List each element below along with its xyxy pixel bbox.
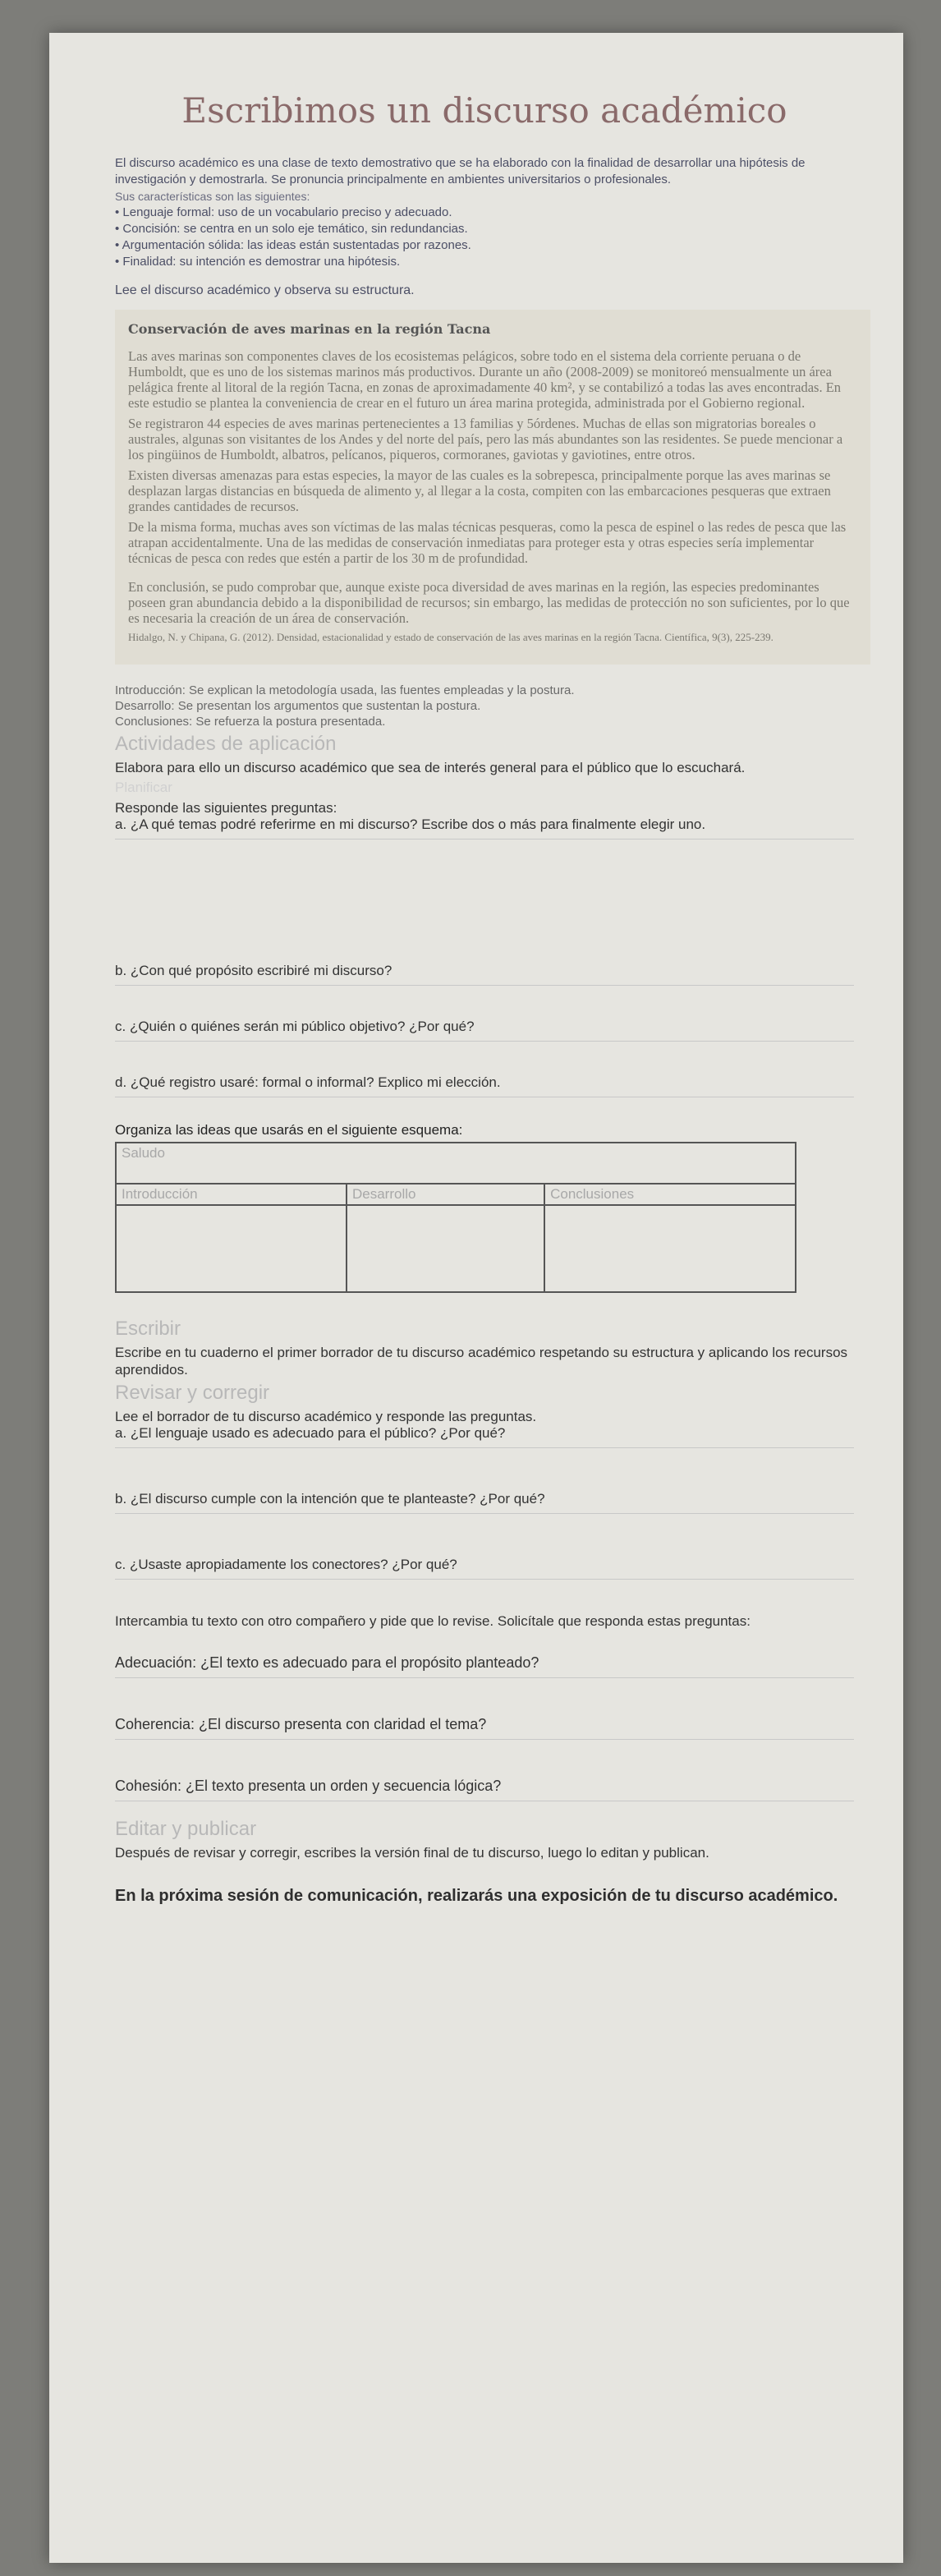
structure-intro: Introducción: Se explican la metodología usada, las fuentes empleadas y la postura. <box>115 683 575 697</box>
revise-question-a: a. ¿El lenguaje usado es adecuado para el público? ¿Por qué? <box>115 1425 506 1441</box>
answer-line[interactable] <box>115 1578 854 1580</box>
reading-paragraph: Se registraron 44 especies de aves marinas pertenecientes a 13 familias y 5órdenes. Muchas de ellas son migratorias boreales o australes, algunas son visitantes de los Andes y del norte del país, pero las más abundantes son las residentes. Se puede mencionar a los pingüinos de Humboldt, albatros, pelícanos, piqueros, cormoranes, gaviotas y gaviotines, entre otros. <box>128 416 843 462</box>
question-b: b. ¿Con qué propósito escribiré mi discurso? <box>115 963 392 978</box>
conclusions-header: Conclusiones <box>544 1184 796 1205</box>
peer-question-coherence: Coherencia: ¿El discurso presenta con claridad el tema? <box>115 1716 487 1732</box>
peer-question-adequacy: Adecuación: ¿El texto es adecuado para el propósito planteado? <box>115 1654 539 1671</box>
intro-section <box>115 155 854 298</box>
reading-paragraph: De la misma forma, muchas aves son víctimas de las malas técnicas pesqueras, como la pesca de espinel o las redes de pesca que las atrapan accidentalmente. Una de las medidas de conservación inmediatas para proteger esta y otras especies sería implementar técnicas de pesca con redes que estén a partir de los 30 m de profundidad. <box>128 519 847 566</box>
characteristics-list <box>115 205 854 270</box>
revise-text: Lee el borrador de tu discurso académico y responde las preguntas. <box>115 1409 537 1424</box>
introduction-cell[interactable] <box>116 1205 347 1292</box>
answer-line[interactable] <box>115 1040 854 1042</box>
answer-line[interactable] <box>115 1096 854 1097</box>
reading-citation: Hidalgo, N. y Chipana, G. (2012). Densidad, estacionalidad y estado de conservación de las aves marinas en la región Tacna. Científica, 9(3), 225-239. <box>128 631 773 643</box>
schema-label: Organiza las ideas que usarás en el siguiente esquema: <box>115 1122 463 1138</box>
question-c: c. ¿Quién o quiénes serán mi público objetivo? ¿Por qué? <box>115 1019 475 1034</box>
edit-text: Después de revisar y corregir, escribes la versión final de tu discurso, luego lo editan y publican. <box>115 1845 709 1861</box>
answer-prompt: Responde las siguientes preguntas: <box>115 800 337 816</box>
final-note: En la próxima sesión de comunicación, realizarás una exposición de tu discurso académico. <box>115 1887 838 1905</box>
worksheet-page <box>49 33 903 2563</box>
structure-development: Desarrollo: Se presentan los argumentos que sustentan la postura. <box>115 699 481 713</box>
reading-box <box>115 310 870 665</box>
characteristic-item: • Lenguaje formal: uso de un vocabulario preciso y adecuado. <box>115 205 854 221</box>
reading-instruction: Lee el discurso académico y observa su estructura. <box>115 283 415 297</box>
answer-line[interactable] <box>115 1738 854 1740</box>
characteristics-label: Sus características son las siguientes: <box>115 190 310 203</box>
reading-paragraph: En conclusión, se pudo comprobar que, aunque existe poca diversidad de aves marinas en la región, las especies predominantes poseen gran abundancia debido a la disponibilidad de recursos; sin embargo, las medidas de protección no son suficientes, por lo que es necesaria la creación de un área de conservación. <box>128 579 850 626</box>
characteristic-item: • Argumentación sólida: las ideas están sustentadas por razones. <box>115 237 854 254</box>
reading-paragraph: Las aves marinas son componentes claves de los ecosistemas pelágicos, sobre todo en el sistema dela corriente peruana o de Humboldt, que es uno de los sistemas marinos más productivos. Durante un año (2008-2009) se monitoreó mensualmente un área pelágica frente al litoral de la región Tacna, en zonas de aproximadamente 40 km², y se contabilizó a todas las aves encontradas. En este estudio se plantea la conveniencia de crear en el futuro un área marina protegida, administrada por el Gobierno regional. <box>128 348 842 411</box>
idea-schema-table <box>115 1142 796 1293</box>
revise-question-c: c. ¿Usaste apropiadamente los conectores? ¿Por qué? <box>115 1557 457 1572</box>
answer-line[interactable] <box>115 1512 854 1514</box>
activities-title: Actividades de aplicación <box>115 733 337 755</box>
page-title: Escribimos un discurso académico <box>181 90 787 131</box>
structure-notes <box>115 683 854 729</box>
edit-title: Editar y publicar <box>115 1818 257 1840</box>
answer-line[interactable] <box>115 1447 854 1448</box>
answer-line[interactable] <box>115 1677 854 1678</box>
revise-question-b: b. ¿El discurso cumple con la intención que te planteaste? ¿Por qué? <box>115 1491 545 1506</box>
greeting-cell[interactable]: Saludo <box>116 1143 796 1184</box>
question-a: a. ¿A qué temas podré referirme en mi discurso? Escribe dos o más para finalmente elegir uno. <box>115 816 706 832</box>
worksheet-content <box>115 82 854 1906</box>
development-header: Desarrollo <box>347 1184 544 1205</box>
characteristic-item: • Finalidad: su intención es demostrar una hipótesis. <box>115 254 854 270</box>
write-text: Escribe en tu cuaderno el primer borrador de tu discurso académico respetando su estructura y aplicando los recursos aprendidos. <box>115 1345 848 1378</box>
development-cell[interactable] <box>347 1205 544 1292</box>
structure-conclusions: Conclusiones: Se refuerza la postura presentada. <box>115 715 386 729</box>
characteristic-item: • Concisión: se centra en un solo eje temático, sin redundancias. <box>115 221 854 237</box>
answer-space[interactable] <box>115 840 854 963</box>
definition-text: El discurso académico es una clase de texto demostrativo que se ha elaborado con la finalidad de desarrollar una hipótesis de investigación y demostrarla. Se pronuncia principalmente en ambientes universitarios o profesionales. <box>115 156 806 186</box>
revise-title: Revisar y corregir <box>115 1382 270 1404</box>
answer-line[interactable] <box>115 1800 854 1801</box>
exchange-text: Intercambia tu texto con otro compañero y pide que lo revise. Solicítale que responda estas preguntas: <box>115 1613 751 1629</box>
plan-subtitle: Planificar <box>115 780 172 795</box>
answer-line[interactable] <box>115 984 854 986</box>
reading-paragraph: Existen diversas amenazas para estas especies, la mayor de las cuales es la sobrepesca, principalmente porque las aves marinas se desplazan largas distancias en búsqueda de alimento y, al llegar a la costa, compiten con las embarcaciones pesqueras que extraen grandes cantidades de recursos. <box>128 467 831 514</box>
write-title: Escribir <box>115 1318 181 1340</box>
activities-text: Elabora para ello un discurso académico que sea de interés general para el público que lo escuchará. <box>115 760 746 775</box>
conclusions-cell[interactable] <box>544 1205 796 1292</box>
reading-title: Conservación de aves marinas en la región Tacna <box>128 321 491 337</box>
question-d: d. ¿Qué registro usaré: formal o informal? Explico mi elección. <box>115 1074 501 1090</box>
peer-question-cohesion: Cohesión: ¿El texto presenta un orden y secuencia lógica? <box>115 1778 502 1794</box>
introduction-header: Introducción <box>116 1184 347 1205</box>
